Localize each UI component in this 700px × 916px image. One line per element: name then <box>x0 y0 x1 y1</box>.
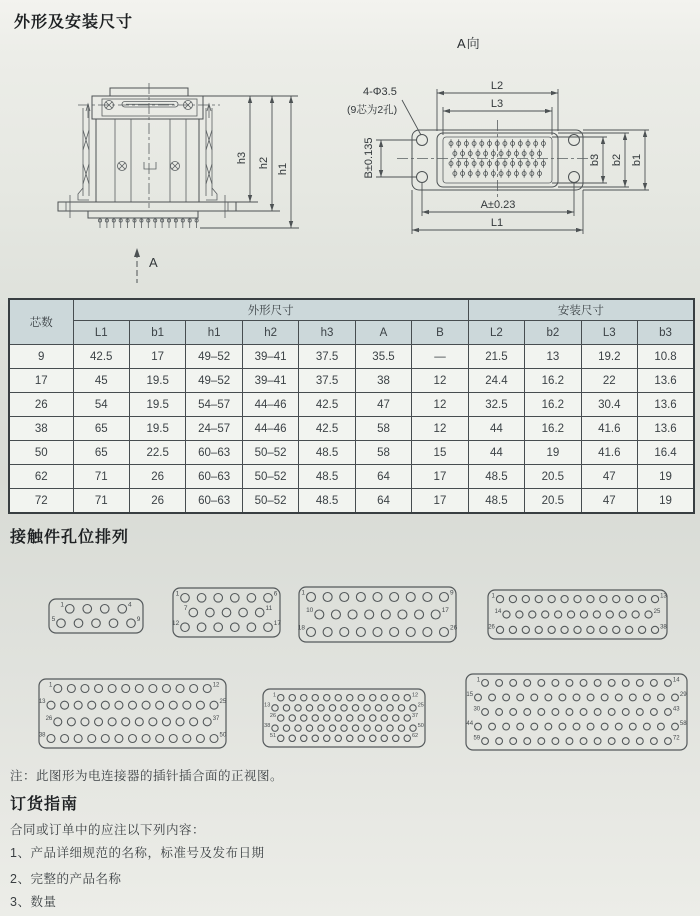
dimension-cell: 10.8 <box>638 345 694 369</box>
svg-text:4: 4 <box>128 601 132 609</box>
order-item: 3、数量 <box>10 895 57 909</box>
dimension-cell: 65 <box>73 441 129 465</box>
page-title: 外形及安装尺寸 <box>14 14 134 31</box>
dimension-cell: 16.2 <box>525 417 581 441</box>
dimension-cell: 71 <box>73 465 129 489</box>
side-latch-right <box>206 108 217 200</box>
dim-h2: h2 <box>258 156 270 170</box>
col-header: L2 <box>468 321 524 345</box>
svg-text:25: 25 <box>653 608 661 615</box>
svg-text:12: 12 <box>212 682 220 689</box>
svg-text:59: 59 <box>473 735 481 742</box>
svg-text:13: 13 <box>264 702 271 709</box>
svg-text:1: 1 <box>476 677 481 684</box>
table-row <box>9 393 694 417</box>
dimension-cell: 50–52 <box>242 465 298 489</box>
svg-text:13: 13 <box>38 699 46 706</box>
table-row <box>9 417 694 441</box>
front-view-svg <box>345 58 675 243</box>
dimension-cell: 48.5 <box>468 465 524 489</box>
svg-text:50: 50 <box>417 722 424 729</box>
svg-text:11: 11 <box>265 605 273 613</box>
dimension-cell: 17 <box>412 465 468 489</box>
dimension-cell: 65 <box>73 417 129 441</box>
svg-text:50: 50 <box>219 732 227 739</box>
dimension-cell: 12 <box>412 417 468 441</box>
pin-diagram-38 <box>487 589 668 640</box>
svg-text:37: 37 <box>212 715 220 722</box>
col-header: b3 <box>638 321 694 345</box>
dimension-cell: 15 <box>412 441 468 465</box>
note-text: 注：此图形为电连接器的插针插合面的正视图。 <box>10 769 284 783</box>
dimension-cell: 44 <box>468 417 524 441</box>
core-count-cell: 38 <box>9 417 73 441</box>
svg-text:18: 18 <box>297 624 305 632</box>
table-row <box>9 345 694 369</box>
order-intro: 合同或订单中的应注以下列内容： <box>10 823 206 837</box>
dimension-cell: 48.5 <box>299 441 355 465</box>
holes-note: (9芯为2孔) <box>347 104 398 116</box>
header-group-mounting: 安装尺寸 <box>468 299 694 321</box>
dimension-cell: 71 <box>73 489 129 514</box>
table-row <box>9 489 694 514</box>
core-count-cell: 50 <box>9 441 73 465</box>
dimension-cell: 58 <box>355 441 411 465</box>
dimension-cell: 50–52 <box>242 441 298 465</box>
header-group-outline: 外形尺寸 <box>73 299 468 321</box>
side-view-svg <box>50 78 305 293</box>
svg-text:37: 37 <box>411 712 419 719</box>
dimension-cell: 16.2 <box>525 393 581 417</box>
core-count-cell: 72 <box>9 489 73 514</box>
col-header: h3 <box>299 321 355 345</box>
svg-text:72: 72 <box>672 735 680 742</box>
wire-pins <box>98 218 198 228</box>
dimension-cell: — <box>412 345 468 369</box>
dimension-cell: 60–63 <box>186 441 242 465</box>
holes-label: 4-Φ3.5 <box>363 86 397 98</box>
svg-text:1: 1 <box>175 590 180 598</box>
svg-text:9: 9 <box>450 589 454 597</box>
svg-text:17: 17 <box>441 607 449 614</box>
svg-text:7: 7 <box>183 605 188 613</box>
dimension-cell: 44–46 <box>242 417 298 441</box>
core-count-cell: 17 <box>9 369 73 393</box>
dimension-cell: 13.6 <box>638 369 694 393</box>
dimension-cell: 54 <box>73 393 129 417</box>
table-row <box>9 465 694 489</box>
dimension-cell: 45 <box>73 369 129 393</box>
dimension-cell: 42.5 <box>299 393 355 417</box>
dimension-cell: 48.5 <box>299 465 355 489</box>
col-header: h2 <box>242 321 298 345</box>
svg-text:9: 9 <box>136 615 141 623</box>
dimension-cell: 21.5 <box>468 345 524 369</box>
front-view-drawing <box>345 58 675 243</box>
svg-text:38: 38 <box>660 624 667 631</box>
dim-B: B±0.135 <box>363 137 375 179</box>
svg-text:14: 14 <box>494 608 502 615</box>
dimension-cell: 19 <box>525 441 581 465</box>
dim-A: A±0.23 <box>480 199 516 211</box>
col-header: A <box>355 321 411 345</box>
dimension-cell: 44–46 <box>242 393 298 417</box>
header-core-count: 芯数 <box>9 299 73 345</box>
dimension-cell: 47 <box>581 465 637 489</box>
pin-diagram-72 <box>465 673 688 751</box>
dimension-cell: 19.5 <box>129 393 185 417</box>
table-row <box>9 441 694 465</box>
core-count-cell: 62 <box>9 465 73 489</box>
dimension-cell: 39–41 <box>242 369 298 393</box>
section-ordering-guide-title: 订货指南 <box>10 796 79 813</box>
svg-text:29: 29 <box>679 692 687 699</box>
svg-text:1: 1 <box>272 692 277 699</box>
svg-text:51: 51 <box>269 733 277 740</box>
dimension-cell: 39–41 <box>242 345 298 369</box>
dimension-cell: 16.4 <box>638 441 694 465</box>
dimension-cell: 12 <box>412 393 468 417</box>
dimension-cell: 54–57 <box>186 393 242 417</box>
dim-h3: h3 <box>236 151 248 165</box>
dimension-cell: 42.5 <box>73 345 129 369</box>
dimension-cell: 49–52 <box>186 369 242 393</box>
svg-text:58: 58 <box>679 721 687 728</box>
svg-text:1: 1 <box>301 589 305 597</box>
dimension-cell: 19.5 <box>129 369 185 393</box>
dimension-cell: 44 <box>468 441 524 465</box>
dimension-cell: 26 <box>129 489 185 514</box>
order-item: 2、完整的产品名称 <box>10 872 122 886</box>
svg-text:6: 6 <box>273 590 278 598</box>
dim-L3: L3 <box>490 98 504 110</box>
col-header: h1 <box>186 321 242 345</box>
svg-text:26: 26 <box>450 624 458 632</box>
svg-text:44: 44 <box>466 721 474 728</box>
dimension-cell: 60–63 <box>186 465 242 489</box>
dimension-cell: 38 <box>355 369 411 393</box>
col-header: B <box>412 321 468 345</box>
dimension-cell: 47 <box>355 393 411 417</box>
side-view-drawing <box>50 78 305 293</box>
col-header: b1 <box>129 321 185 345</box>
svg-text:10: 10 <box>306 607 314 614</box>
dimension-cell: 19.2 <box>581 345 637 369</box>
svg-text:38: 38 <box>264 722 271 729</box>
dim-L1: L1 <box>490 217 504 229</box>
dimension-cell: 35.5 <box>355 345 411 369</box>
dimension-cell: 60–63 <box>186 489 242 514</box>
order-item: 1、产品详细规范的名称，标准号及发布日期 <box>10 846 265 860</box>
dimension-cell: 17 <box>129 345 185 369</box>
svg-text:26: 26 <box>269 712 277 719</box>
dimension-cell: 64 <box>355 465 411 489</box>
pin-diagram-62 <box>262 688 426 748</box>
dimension-cell: 42.5 <box>299 417 355 441</box>
dimension-cell: 13.6 <box>638 393 694 417</box>
col-header: b2 <box>525 321 581 345</box>
core-count-cell: 26 <box>9 393 73 417</box>
dim-L2: L2 <box>490 80 504 92</box>
svg-text:25: 25 <box>417 702 424 709</box>
svg-text:17: 17 <box>273 619 282 627</box>
dimension-cell: 19 <box>638 465 694 489</box>
dimension-cell: 37.5 <box>299 369 355 393</box>
svg-text:1: 1 <box>48 682 53 689</box>
section-contact-arrangement-title: 接触件孔位排列 <box>10 529 130 546</box>
dimension-cell: 24–57 <box>186 417 242 441</box>
svg-text:12: 12 <box>411 692 419 699</box>
dimension-cell: 32.5 <box>468 393 524 417</box>
svg-text:62: 62 <box>411 733 419 740</box>
dimensions-table <box>8 298 695 514</box>
dimension-cell: 12 <box>412 369 468 393</box>
view-arrow-icon <box>134 248 140 257</box>
dimension-cell: 48.5 <box>468 489 524 514</box>
front-view-title: A向 <box>457 36 481 51</box>
svg-text:26: 26 <box>45 715 53 722</box>
svg-text:12: 12 <box>171 619 180 627</box>
table-row <box>9 369 694 393</box>
table-header <box>9 299 694 345</box>
dim-b2: b2 <box>611 153 623 167</box>
dimension-cell: 41.6 <box>581 417 637 441</box>
dimension-cell: 48.5 <box>299 489 355 514</box>
pin-diagram-9 <box>48 598 144 634</box>
dimension-cell: 19.5 <box>129 417 185 441</box>
dimension-cell: 64 <box>355 489 411 514</box>
dimension-cell: 24.4 <box>468 369 524 393</box>
svg-text:15: 15 <box>466 692 474 699</box>
svg-text:13: 13 <box>660 593 667 600</box>
col-header: L3 <box>581 321 637 345</box>
dimension-cell: 19 <box>638 489 694 514</box>
dimension-cell: 49–52 <box>186 345 242 369</box>
dimension-cell: 26 <box>129 465 185 489</box>
dimension-cell: 17 <box>412 489 468 514</box>
svg-text:38: 38 <box>38 732 46 739</box>
svg-text:14: 14 <box>672 677 680 684</box>
svg-text:30: 30 <box>473 706 481 713</box>
pin-diagram-50 <box>38 678 227 749</box>
dimension-cell: 22 <box>581 369 637 393</box>
svg-text:1: 1 <box>60 601 64 609</box>
svg-text:5: 5 <box>51 615 56 623</box>
side-latch-left <box>78 108 89 200</box>
dimension-cell: 20.5 <box>525 465 581 489</box>
dimension-cell: 58 <box>355 417 411 441</box>
pin-diagram-26 <box>298 586 457 643</box>
table-body <box>9 345 694 514</box>
dimension-cell: 20.5 <box>525 489 581 514</box>
svg-text:1: 1 <box>491 593 495 600</box>
svg-text:25: 25 <box>219 699 227 706</box>
dimension-cell: 37.5 <box>299 345 355 369</box>
dimension-cell: 41.6 <box>581 441 637 465</box>
dimension-cell: 30.4 <box>581 393 637 417</box>
pin-diagram-17 <box>172 587 281 638</box>
dimension-cell: 50–52 <box>242 489 298 514</box>
dim-b3: b3 <box>589 153 601 167</box>
svg-text:26: 26 <box>488 624 495 631</box>
core-count-cell: 9 <box>9 345 73 369</box>
dimension-cell: 47 <box>581 489 637 514</box>
dim-b1: b1 <box>631 153 643 167</box>
dimension-cell: 13.6 <box>638 417 694 441</box>
dim-h1: h1 <box>277 162 289 176</box>
svg-text:43: 43 <box>672 706 680 713</box>
dimension-cell: 13 <box>525 345 581 369</box>
dimension-cell: 22.5 <box>129 441 185 465</box>
col-header: L1 <box>73 321 129 345</box>
dimension-cell: 16.2 <box>525 369 581 393</box>
view-arrow-label: A <box>149 255 158 270</box>
